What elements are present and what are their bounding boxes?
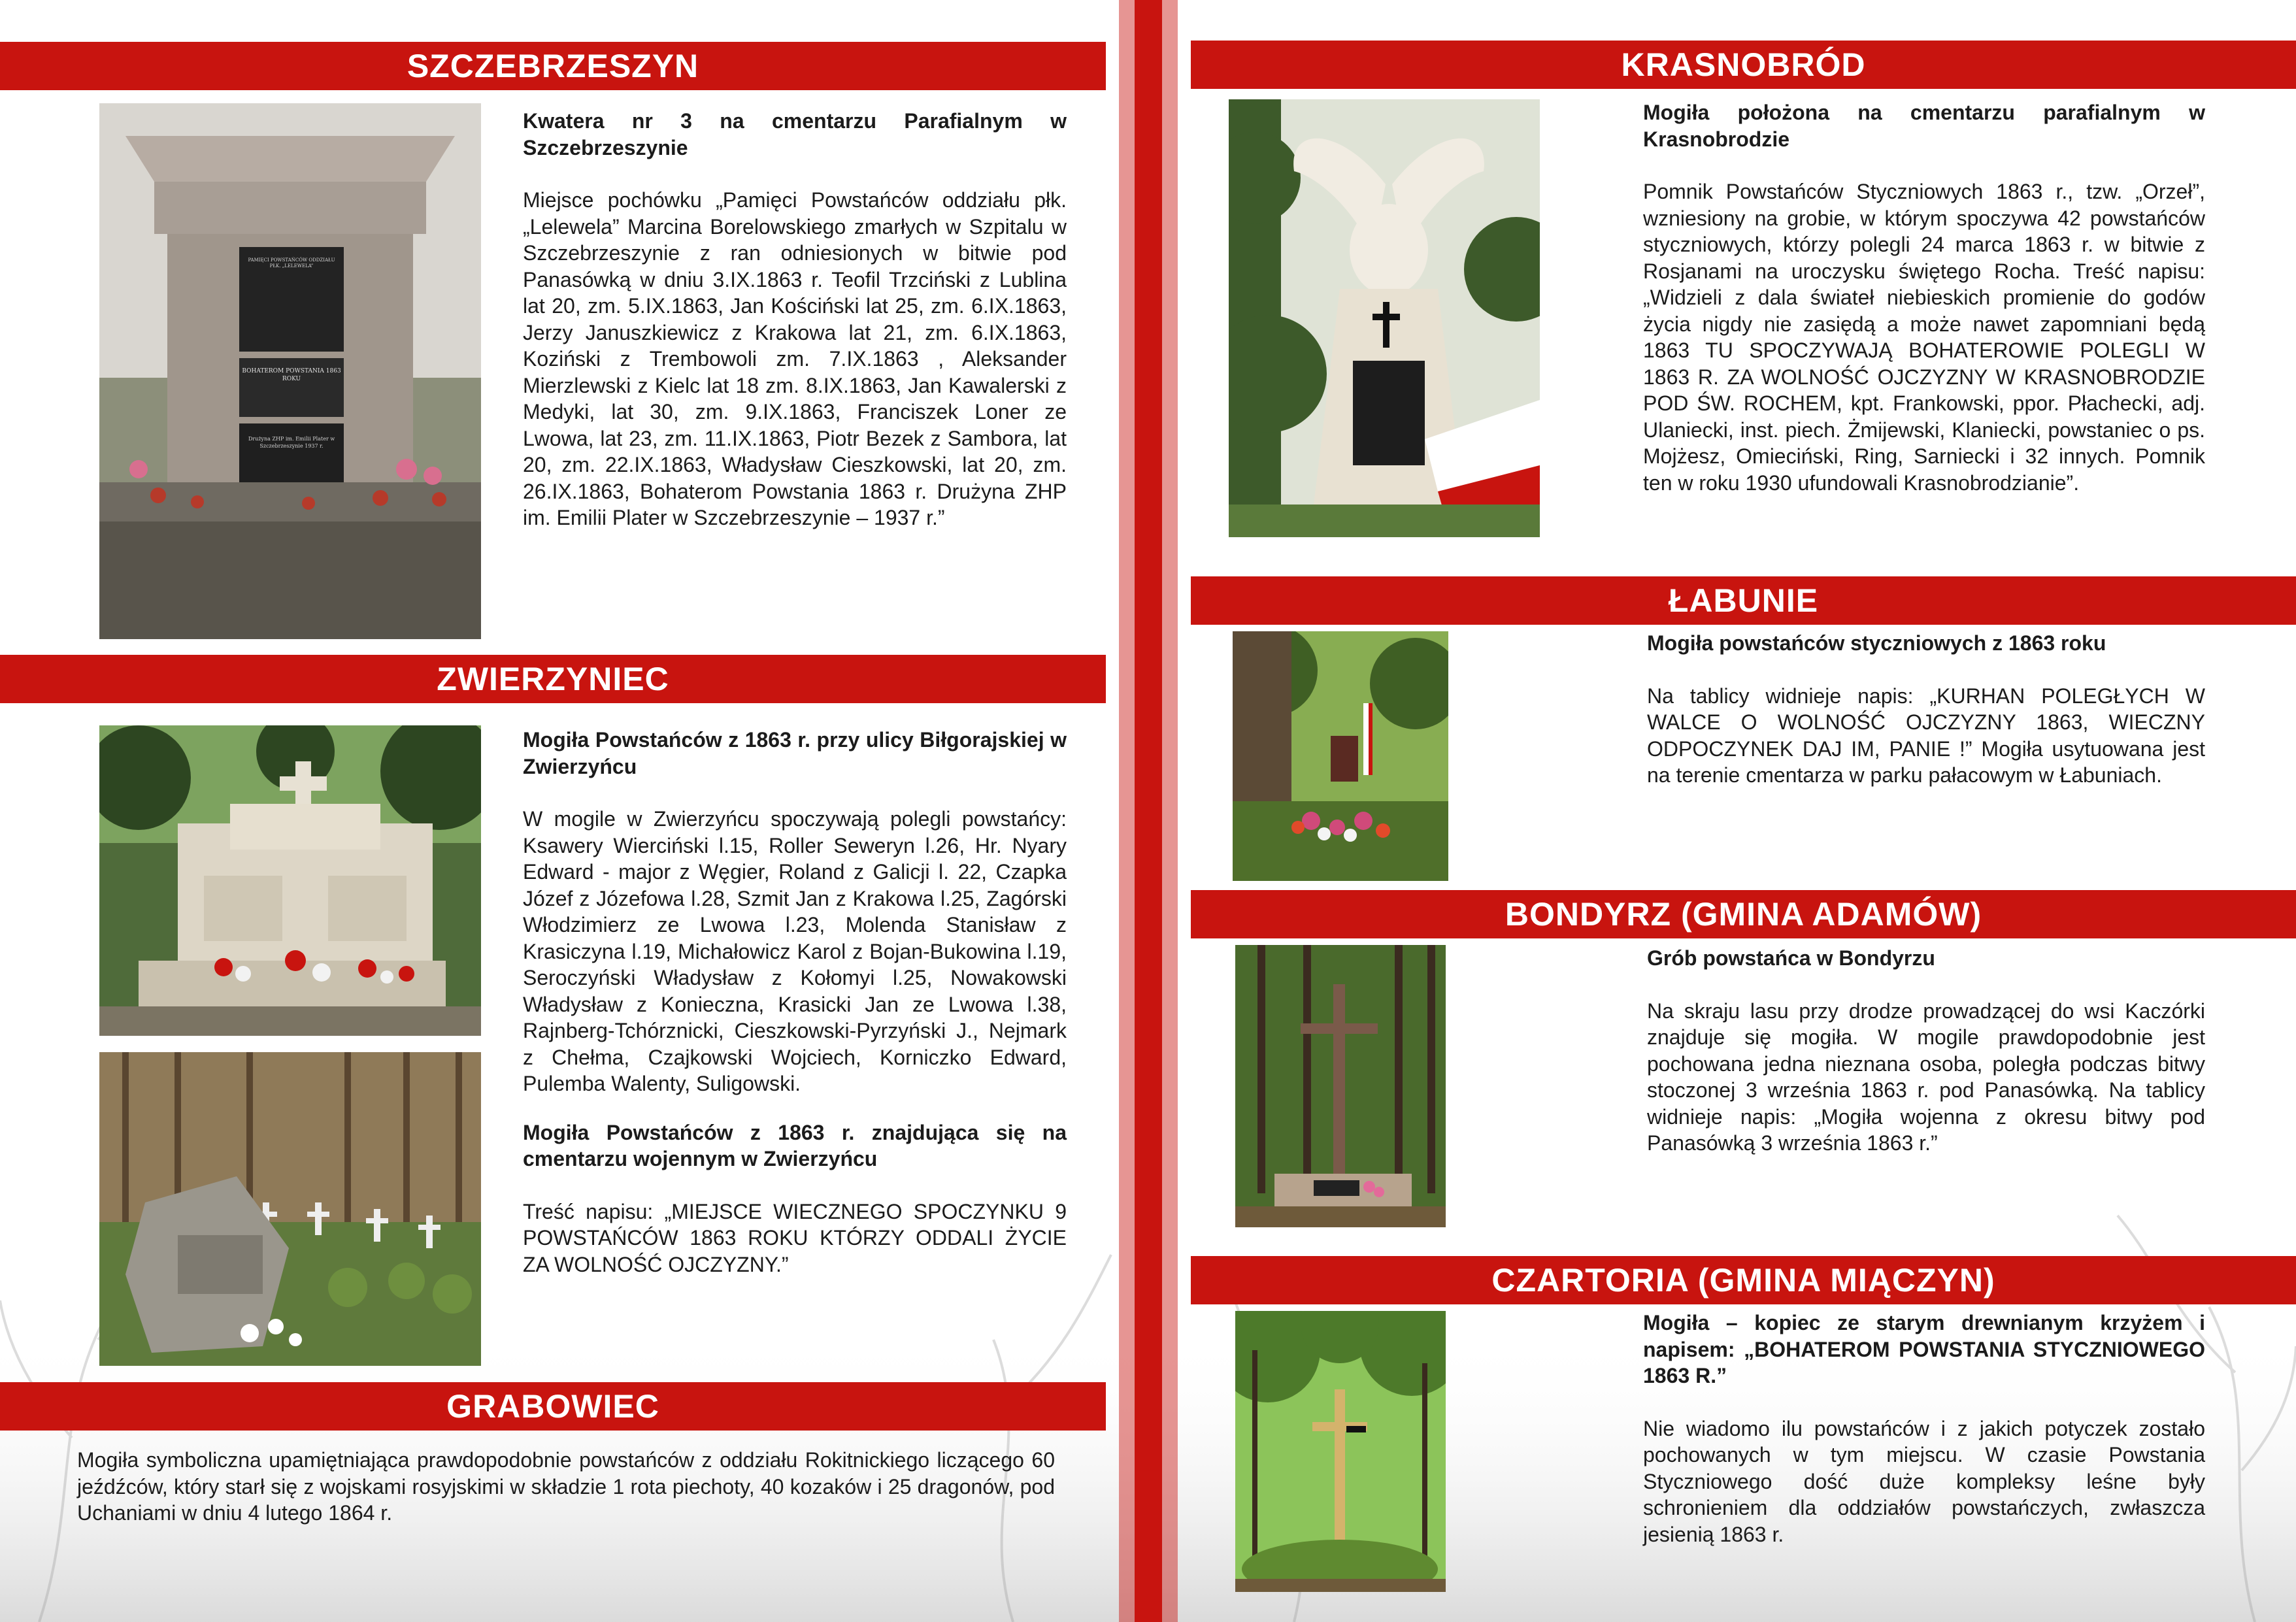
section-title-szczebrzeszyn bbox=[0, 42, 1106, 90]
center-stripe bbox=[1135, 0, 1162, 1622]
heading-zwierzyniec-1: Mogiła Powstańców z 1863 r. przy ulicy Biłgorajskiej w Zwierzyńcu bbox=[523, 728, 1067, 778]
section-title-text: SZCZEBRZESZYN bbox=[407, 48, 699, 84]
text-zwierzyniec bbox=[523, 727, 1067, 1278]
heading-krasnobrod: Mogiła położona na cmentarzu parafialnym w Krasnobrodzie bbox=[1643, 101, 2205, 151]
section-title-text: ŁABUNIE bbox=[1668, 582, 1819, 619]
text-bondyrz bbox=[1647, 945, 2205, 1157]
plaque-text-top: PAMIĘCI POWSTAŃCÓW ODDZIAŁU PŁK. „LELEWELA” bbox=[248, 257, 335, 269]
photo-krasnobrod-eagle bbox=[1229, 99, 1540, 537]
heading-bondyrz: Grób powstańca w Bondyrzu bbox=[1647, 946, 1935, 970]
body-czartoria: Nie wiadomo ilu powstańców i z jakich potyczek zostało pochowanych w tym miejscu. W czasie Powstania Styczniowego dość duże kompleksy leśne były schronieniem dla oddziałów powstańczych, zwłaszcza jesienią 1863 r. bbox=[1643, 1416, 2205, 1546]
photo-szczebrzeszyn-monument bbox=[99, 103, 481, 639]
body-zwierzyniec-1: W mogile w Zwierzyńcu spoczywają polegli powstańcy: Ksawery Wierciński l.15, Roller Seweryn l.26, Hr. Nyary Edward - major z Węgier, Roland z Galicji l. 22, Czapka Józef z Józefowa l.28, Szmit Jan z Krakowa l.25, Zagórski Włodzimierz ze Lwowa l.23, Molenda Stanisław z Krasiczyna l.19, Michałowicz Karol z Bojan-Bukowina l.19, Seroczyński Władysław z Kołomyi l.25, Nowakowski Władysław z Konieczna, Krasicki Jan ze Lwowa l.38, Rajnberg-Tchórznicki, Cieszkowski-Pyrzyński J., Nejmark z Chełma, Czajkowski Wojciech, Korniczko Edward, Pulemba Walenty, Suligowski. bbox=[523, 807, 1067, 1095]
heading-labunie: Mogiła powstańców styczniowych z 1863 roku bbox=[1647, 631, 2106, 655]
section-title-text: KRASNOBRÓD bbox=[1621, 46, 1866, 83]
section-title-czartoria bbox=[1191, 1256, 2296, 1304]
section-title-labunie bbox=[1191, 576, 2296, 625]
body-bondyrz: Na skraju lasu przy drodze prowadzącej do wsi Kaczórki znajduje się mogiła. W mogile prawdopodobnie jest pochowana jedna nieznana osoba, poległa podczas bitwy stoczonej 3 września 1863 r. pod Panasówką. Na tablicy widnieje napis: „Mogiła wojenna z okresu bitwy pod Panasówką 3 września 1863 r.” bbox=[1647, 999, 2205, 1155]
plaque-text-low: Drużyna ZHP im. Emilii Plater w Szczebrzeszynie 1937 r. bbox=[248, 436, 335, 449]
text-czartoria bbox=[1643, 1310, 2205, 1548]
text-grabowiec bbox=[77, 1447, 1055, 1527]
section-title-text: ZWIERZYNIEC bbox=[437, 661, 669, 697]
center-stripe-right bbox=[1162, 0, 1178, 1622]
body-krasnobrod: Pomnik Powstańców Styczniowych 1863 r., tzw. „Orzeł”, wzniesiony na grobie, w którym spoczywa 42 powstańców styczniowych, którzy polegli 24 marca 1863 r. w bitwie z Rosjanami na uroczysku świętego Rocha. Treść napisu: „Widzieli z dala świateł niebieskich promienie do godów życia nigdy nie zasiędą a może nawet zapomniani będą 1863 TU SPOCZYWAJĄ BOHATEROWIE POLEGLI W 1863 R. ZA WOLNOŚĆ OJCZYZNY W KRASNOBRODZIE POD ŚW. ROCHEM, kpt. Frankowski, ppor. Płachecki, adj. Ulaniecki, inst. piech. Żmijewski, Klaniecki, powstaniec o ps. Mojżesz, Omieciński, Ring, Sarniecki i 32 innych. Pomnik ten w roku 1930 ufundowali Krasnobrodzianie”. bbox=[1643, 180, 2205, 495]
body-grabowiec: Mogiła symboliczna upamiętniająca prawdopodobnie powstańców z oddziału Rokitnickiego liczącego 60 jeźdźców, który starł się z wojskami rosyjskimi w składzie 1 rota piechoty, 40 kozaków i 25 dragonów, pod Uchaniami w dniu 4 lutego 1864 r. bbox=[77, 1448, 1055, 1525]
heading-szczebrzeszyn: Kwatera nr 3 na cmentarzu Parafialnym w Szczebrzeszynie bbox=[523, 109, 1067, 159]
photo-labunie-mound bbox=[1233, 631, 1448, 881]
section-title-zwierzyniec bbox=[0, 655, 1106, 703]
photo-czartoria-mound bbox=[1235, 1311, 1446, 1592]
heading-zwierzyniec-2: Mogiła Powstańców z 1863 r. znajdująca się na cmentarzu wojennym w Zwierzyńcu bbox=[523, 1120, 1067, 1170]
text-labunie bbox=[1647, 630, 2205, 789]
photo-bondyrz-cross bbox=[1235, 945, 1446, 1227]
body-zwierzyniec-2: Treść napisu: „MIEJSCE WIECZNEGO SPOCZYNKU 9 POWSTAŃCÓW 1863 ROKU KTÓRZY ODDALI ŻYCIE ZA WOLNOŚĆ OJCZYZNY.” bbox=[523, 1199, 1067, 1276]
center-stripe-left bbox=[1119, 0, 1135, 1622]
photo-zwierzyniec-monument bbox=[99, 725, 481, 1036]
photo-zwierzyniec-cemetery bbox=[99, 1052, 481, 1366]
plaque-text-mid: BOHATEROM POWSTANIA 1863 ROKU bbox=[242, 368, 341, 382]
section-title-grabowiec bbox=[0, 1382, 1106, 1431]
section-title-text: BONDYRZ (GMINA ADAMÓW) bbox=[1505, 896, 1982, 933]
body-labunie: Na tablicy widnieje napis: „KURHAN POLEGŁYCH W WALCE O WOLNOŚĆ OJCZYZNY 1863, WIECZNY ODPOCZYNEK DAJ IM, PANIE !” Mogiła usytuowana jest na terenie cmentarza w parku pałacowym w Łabuniach. bbox=[1647, 684, 2205, 787]
heading-czartoria: Mogiła – kopiec ze starym drewnianym krzyżem i napisem: „BOHATEROM POWSTANIA STYCZNIOWEGO 1863 R.” bbox=[1643, 1311, 2205, 1387]
section-title-text: CZARTORIA (GMINA MIĄCZYN) bbox=[1491, 1262, 1995, 1299]
section-title-bondyrz bbox=[1191, 890, 2296, 938]
text-szczebrzeszyn bbox=[523, 108, 1067, 531]
section-title-krasnobrod bbox=[1191, 41, 2296, 89]
section-title-text: GRABOWIEC bbox=[446, 1388, 659, 1425]
body-szczebrzeszyn: Miejsce pochówku „Pamięci Powstańców oddziału płk. „Lelewela” Marcina Borelowskiego zmarłych w Szpitalu w Szczebrzeszynie z ran odniesionych w bitwie pod Panasówką w dniu 3.IX.1863 r. Teofil Trzciński z Lublina lat 20, zm. 5.IX.1863, Jan Kościński lat 25, zm. 6.IX.1863, Jerzy Januszkiewicz z Krakowa lat 21, zm. 6.IX.1863, Koziński z Trembowoli zm. 7.IX.1863 , Aleksander Mierzlewski z Kielc lat 18 zm. 8.IX.1863, Jan Kawalerski z Medyki, lat 30, zm. 9.IX.1863, Franciszek Loner ze Lwowa, lat 23, zm. 11.IX.1863, Piotr Bezek z Sambora, lat 20, zm. 22.IX.1863, Władysław Cieszkowski, lat 20, zm. 26.IX.1863, Bohaterom Powstania 1863 r. Drużyna ZHP im. Emilii Plater w Szczebrzeszynie – 1937 r.” bbox=[523, 188, 1067, 529]
text-krasnobrod bbox=[1643, 99, 2205, 496]
